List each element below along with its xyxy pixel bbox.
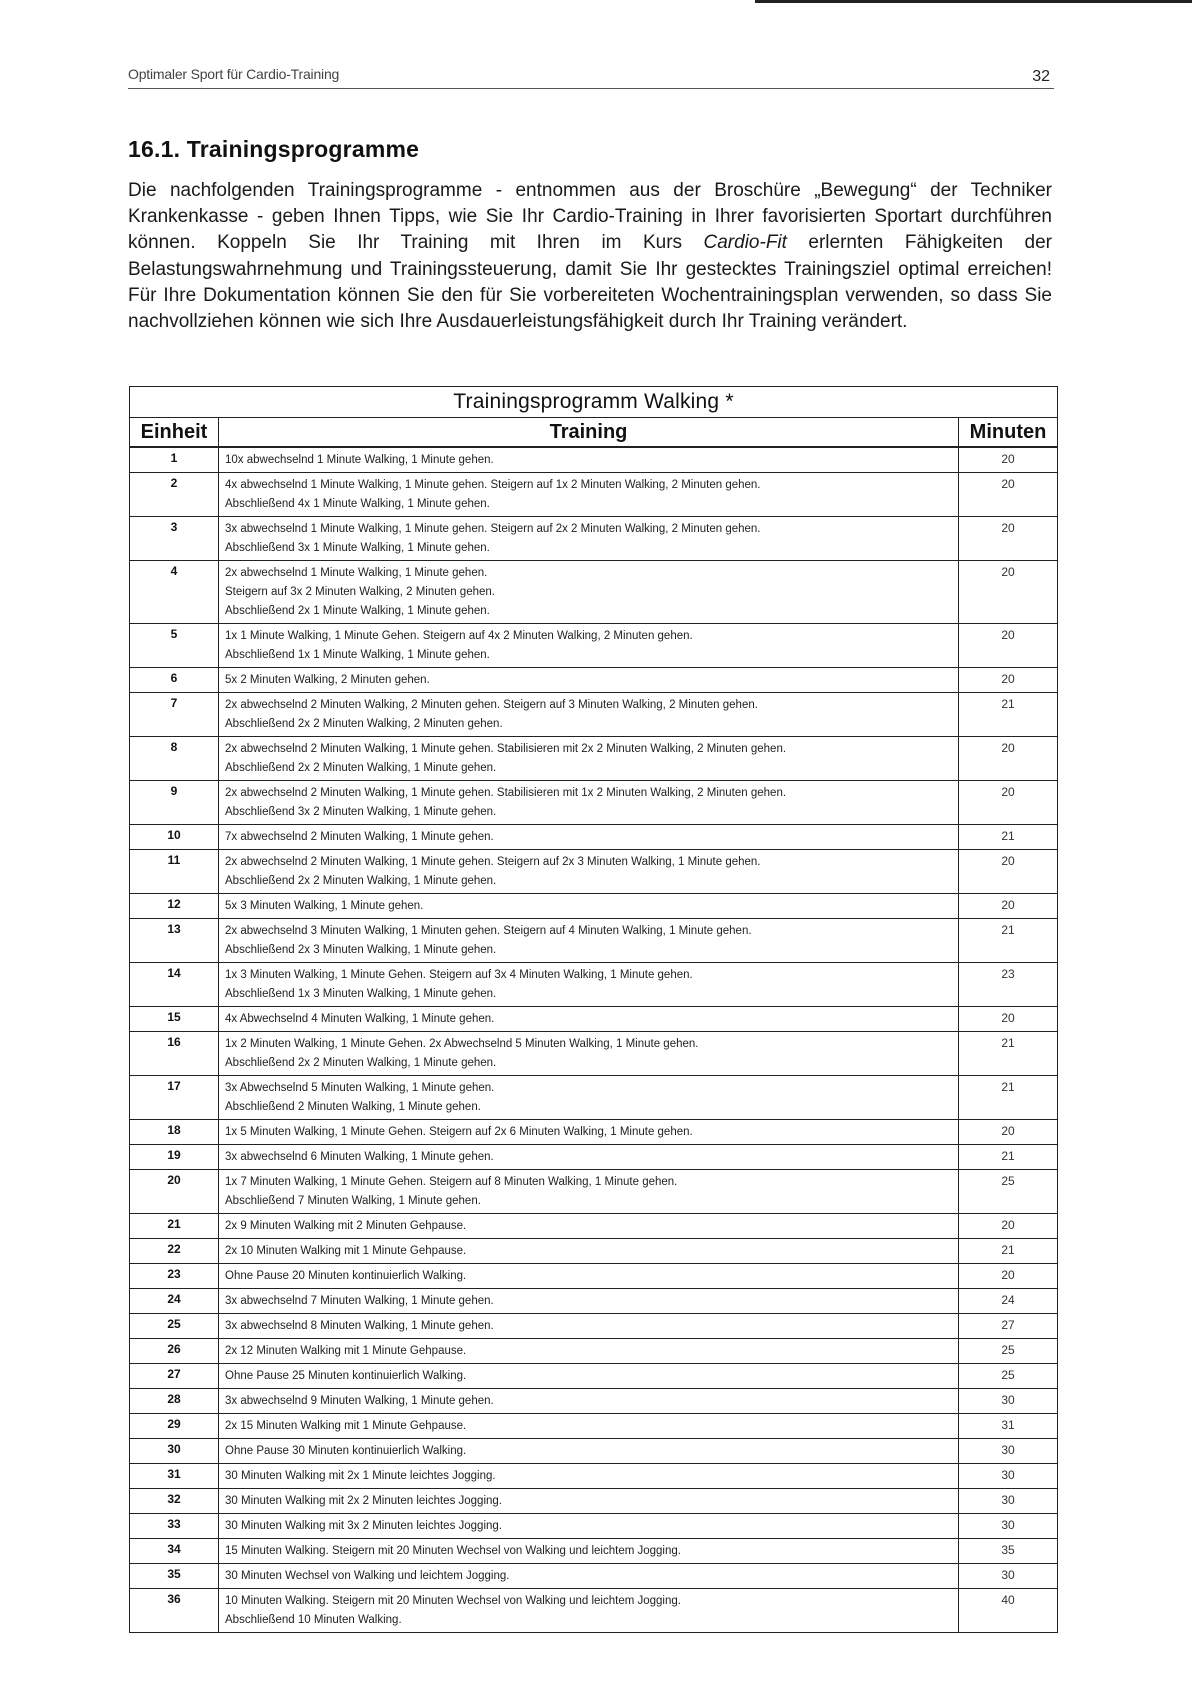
intro-paragraph bbox=[128, 178, 1052, 335]
training-description: 3x abwechselnd 1 Minute Walking, 1 Minute gehen. Steigern auf 2x 2 Minuten Walking, 2 Minuten gehen. Abschließend 3x 1 Minute Walking, 1 Minute gehen. bbox=[219, 517, 959, 561]
training-description: Ohne Pause 25 Minuten kontinuierlich Walking. bbox=[219, 1364, 959, 1389]
duration-minutes: 30 bbox=[959, 1389, 1058, 1414]
table-row bbox=[130, 850, 1058, 894]
table-body bbox=[130, 447, 1058, 1633]
duration-minutes: 25 bbox=[959, 1364, 1058, 1389]
unit-number: 34 bbox=[130, 1539, 219, 1564]
unit-number: 12 bbox=[130, 894, 219, 919]
duration-minutes: 20 bbox=[959, 668, 1058, 693]
unit-number: 24 bbox=[130, 1289, 219, 1314]
table-row bbox=[130, 1489, 1058, 1514]
unit-number: 23 bbox=[130, 1264, 219, 1289]
unit-number: 5 bbox=[130, 624, 219, 668]
duration-minutes: 30 bbox=[959, 1439, 1058, 1464]
table-row bbox=[130, 1314, 1058, 1339]
table-row bbox=[130, 561, 1058, 624]
table-row bbox=[130, 737, 1058, 781]
table-row bbox=[130, 1170, 1058, 1214]
duration-minutes: 21 bbox=[959, 1032, 1058, 1076]
table-row bbox=[130, 1564, 1058, 1589]
training-description: 1x 2 Minuten Walking, 1 Minute Gehen. 2x Abwechselnd 5 Minuten Walking, 1 Minute gehen. Abschließend 2x 2 Minuten Walking, 1 Minute gehen. bbox=[219, 1032, 959, 1076]
table-row bbox=[130, 1145, 1058, 1170]
duration-minutes: 25 bbox=[959, 1170, 1058, 1214]
training-description: 2x abwechselnd 2 Minuten Walking, 2 Minuten gehen. Steigern auf 3 Minuten Walking, 2 Minuten gehen. Abschließend 2x 2 Minuten Walking, 2 Minuten gehen. bbox=[219, 693, 959, 737]
training-description: 2x 10 Minuten Walking mit 1 Minute Gehpause. bbox=[219, 1239, 959, 1264]
intro-course-name: Cardio-Fit bbox=[703, 232, 787, 254]
duration-minutes: 20 bbox=[959, 624, 1058, 668]
training-description: 3x abwechselnd 9 Minuten Walking, 1 Minute gehen. bbox=[219, 1389, 959, 1414]
unit-number: 31 bbox=[130, 1464, 219, 1489]
table-row bbox=[130, 919, 1058, 963]
unit-number: 35 bbox=[130, 1564, 219, 1589]
scan-edge-line bbox=[755, 0, 1192, 3]
duration-minutes: 21 bbox=[959, 919, 1058, 963]
column-header-einheit: Einheit bbox=[130, 418, 219, 448]
unit-number: 22 bbox=[130, 1239, 219, 1264]
duration-minutes: 40 bbox=[959, 1589, 1058, 1633]
duration-minutes: 35 bbox=[959, 1539, 1058, 1564]
duration-minutes: 25 bbox=[959, 1339, 1058, 1364]
unit-number: 14 bbox=[130, 963, 219, 1007]
table-row bbox=[130, 1439, 1058, 1464]
table-row bbox=[130, 1239, 1058, 1264]
column-header-minuten: Minuten bbox=[959, 418, 1058, 448]
duration-minutes: 30 bbox=[959, 1564, 1058, 1589]
duration-minutes: 20 bbox=[959, 1120, 1058, 1145]
unit-number: 10 bbox=[130, 825, 219, 850]
table-row bbox=[130, 781, 1058, 825]
duration-minutes: 20 bbox=[959, 1264, 1058, 1289]
running-header bbox=[128, 66, 1054, 89]
duration-minutes: 20 bbox=[959, 737, 1058, 781]
unit-number: 19 bbox=[130, 1145, 219, 1170]
training-description: 30 Minuten Walking mit 2x 2 Minuten leichtes Jogging. bbox=[219, 1489, 959, 1514]
training-description: 2x abwechselnd 2 Minuten Walking, 1 Minute gehen. Stabilisieren mit 2x 2 Minuten Walking, 2 Minuten gehen. Abschließend 2x 2 Minuten Walking, 1 Minute gehen. bbox=[219, 737, 959, 781]
table-row bbox=[130, 1264, 1058, 1289]
table-row bbox=[130, 1539, 1058, 1564]
table-row bbox=[130, 624, 1058, 668]
unit-number: 1 bbox=[130, 447, 219, 473]
table-row bbox=[130, 693, 1058, 737]
unit-number: 21 bbox=[130, 1214, 219, 1239]
intro-text-2: erlernten Fähigkeiten der Belastungswahrnehmung und Trainingssteuerung, damit Sie Ihr gestecktes Trainingsziel optimal erreichen! Für Ihre Dokumentation können Sie den für Sie vorbereiteten Wochentrainingsplan verwenden, so dass Sie nachvollziehen können wie sich Ihre Ausdauerleistungsfähigkeit durch Ihr Training verändert. bbox=[128, 232, 1052, 333]
training-description: 7x abwechselnd 2 Minuten Walking, 1 Minute gehen. bbox=[219, 825, 959, 850]
unit-number: 8 bbox=[130, 737, 219, 781]
table-row bbox=[130, 1514, 1058, 1539]
unit-number: 33 bbox=[130, 1514, 219, 1539]
unit-number: 26 bbox=[130, 1339, 219, 1364]
duration-minutes: 20 bbox=[959, 781, 1058, 825]
training-description: 1x 7 Minuten Walking, 1 Minute Gehen. Steigern auf 8 Minuten Walking, 1 Minute gehen. Abschließend 7 Minuten Walking, 1 Minute gehen. bbox=[219, 1170, 959, 1214]
unit-number: 28 bbox=[130, 1389, 219, 1414]
unit-number: 7 bbox=[130, 693, 219, 737]
training-description: 10 Minuten Walking. Steigern mit 20 Minuten Wechsel von Walking und leichtem Jogging. Abschließend 10 Minuten Walking. bbox=[219, 1589, 959, 1633]
duration-minutes: 20 bbox=[959, 850, 1058, 894]
unit-number: 27 bbox=[130, 1364, 219, 1389]
unit-number: 2 bbox=[130, 473, 219, 517]
table-row bbox=[130, 1339, 1058, 1364]
unit-number: 3 bbox=[130, 517, 219, 561]
training-description: 1x 3 Minuten Walking, 1 Minute Gehen. Steigern auf 3x 4 Minuten Walking, 1 Minute gehen. Abschließend 1x 3 Minuten Walking, 1 Minute gehen. bbox=[219, 963, 959, 1007]
duration-minutes: 20 bbox=[959, 1007, 1058, 1032]
unit-number: 6 bbox=[130, 668, 219, 693]
table-row bbox=[130, 825, 1058, 850]
unit-number: 25 bbox=[130, 1314, 219, 1339]
duration-minutes: 21 bbox=[959, 1145, 1058, 1170]
unit-number: 4 bbox=[130, 561, 219, 624]
table-row bbox=[130, 1007, 1058, 1032]
training-description: 2x 15 Minuten Walking mit 1 Minute Gehpause. bbox=[219, 1414, 959, 1439]
duration-minutes: 21 bbox=[959, 1239, 1058, 1264]
table-row bbox=[130, 1464, 1058, 1489]
duration-minutes: 30 bbox=[959, 1464, 1058, 1489]
page-number: 32 bbox=[1032, 68, 1050, 85]
training-description: Ohne Pause 30 Minuten kontinuierlich Walking. bbox=[219, 1439, 959, 1464]
training-description: 2x abwechselnd 2 Minuten Walking, 1 Minute gehen. Steigern auf 2x 3 Minuten Walking, 1 Minute gehen. Abschließend 2x 2 Minuten Walking, 1 Minute gehen. bbox=[219, 850, 959, 894]
intro-text-1: Die nachfolgenden Trainingsprogramme - entnommen aus der Broschüre „Bewegung“ der Techniker Krankenkasse - geben Ihnen Tipps, wie Sie Ihr Cardio-Training in Ihrer favorisierten Sportart durchführen können. Koppeln Sie Ihr Training mit Ihren im Kurs bbox=[128, 180, 1052, 254]
duration-minutes: 27 bbox=[959, 1314, 1058, 1339]
training-table bbox=[129, 386, 1058, 1633]
table-row bbox=[130, 963, 1058, 1007]
unit-number: 16 bbox=[130, 1032, 219, 1076]
duration-minutes: 21 bbox=[959, 693, 1058, 737]
training-description: 5x 3 Minuten Walking, 1 Minute gehen. bbox=[219, 894, 959, 919]
training-description: 30 Minuten Walking mit 3x 2 Minuten leichtes Jogging. bbox=[219, 1514, 959, 1539]
training-description: 2x 12 Minuten Walking mit 1 Minute Gehpause. bbox=[219, 1339, 959, 1364]
unit-number: 36 bbox=[130, 1589, 219, 1633]
table-row bbox=[130, 447, 1058, 473]
duration-minutes: 31 bbox=[959, 1414, 1058, 1439]
table-row bbox=[130, 1120, 1058, 1145]
training-description: 2x 9 Minuten Walking mit 2 Minuten Gehpause. bbox=[219, 1214, 959, 1239]
unit-number: 17 bbox=[130, 1076, 219, 1120]
training-description: 1x 1 Minute Walking, 1 Minute Gehen. Steigern auf 4x 2 Minuten Walking, 2 Minuten gehen. Abschließend 1x 1 Minute Walking, 1 Minute gehen. bbox=[219, 624, 959, 668]
training-description: 30 Minuten Wechsel von Walking und leichtem Jogging. bbox=[219, 1564, 959, 1589]
unit-number: 30 bbox=[130, 1439, 219, 1464]
unit-number: 18 bbox=[130, 1120, 219, 1145]
duration-minutes: 21 bbox=[959, 1076, 1058, 1120]
table-row bbox=[130, 1214, 1058, 1239]
training-description: 3x abwechselnd 6 Minuten Walking, 1 Minute gehen. bbox=[219, 1145, 959, 1170]
running-title: Optimaler Sport für Cardio-Training bbox=[128, 66, 340, 82]
unit-number: 11 bbox=[130, 850, 219, 894]
duration-minutes: 30 bbox=[959, 1514, 1058, 1539]
table-row bbox=[130, 1589, 1058, 1633]
unit-number: 9 bbox=[130, 781, 219, 825]
training-description: 10x abwechselnd 1 Minute Walking, 1 Minute gehen. bbox=[219, 447, 959, 473]
unit-number: 13 bbox=[130, 919, 219, 963]
table-row bbox=[130, 1364, 1058, 1389]
training-description: 3x abwechselnd 8 Minuten Walking, 1 Minute gehen. bbox=[219, 1314, 959, 1339]
section-title: 16.1. Trainingsprogramme bbox=[128, 136, 420, 162]
training-description: 15 Minuten Walking. Steigern mit 20 Minuten Wechsel von Walking und leichtem Jogging. bbox=[219, 1539, 959, 1564]
duration-minutes: 23 bbox=[959, 963, 1058, 1007]
table-row bbox=[130, 1032, 1058, 1076]
column-header-training: Training bbox=[219, 418, 959, 448]
duration-minutes: 20 bbox=[959, 517, 1058, 561]
training-description: 3x abwechselnd 7 Minuten Walking, 1 Minute gehen. bbox=[219, 1289, 959, 1314]
table-row bbox=[130, 1389, 1058, 1414]
table-row bbox=[130, 894, 1058, 919]
duration-minutes: 20 bbox=[959, 561, 1058, 624]
duration-minutes: 20 bbox=[959, 447, 1058, 473]
duration-minutes: 30 bbox=[959, 1489, 1058, 1514]
table-row bbox=[130, 668, 1058, 693]
duration-minutes: 21 bbox=[959, 825, 1058, 850]
unit-number: 29 bbox=[130, 1414, 219, 1439]
training-description: 1x 5 Minuten Walking, 1 Minute Gehen. Steigern auf 2x 6 Minuten Walking, 1 Minute gehen. bbox=[219, 1120, 959, 1145]
duration-minutes: 20 bbox=[959, 1214, 1058, 1239]
training-description: 2x abwechselnd 2 Minuten Walking, 1 Minute gehen. Stabilisieren mit 1x 2 Minuten Walking, 2 Minuten gehen. Abschließend 3x 2 Minuten Walking, 1 Minute gehen. bbox=[219, 781, 959, 825]
table-row bbox=[130, 1414, 1058, 1439]
unit-number: 20 bbox=[130, 1170, 219, 1214]
training-description: 4x Abwechselnd 4 Minuten Walking, 1 Minute gehen. bbox=[219, 1007, 959, 1032]
duration-minutes: 20 bbox=[959, 473, 1058, 517]
training-description: 3x Abwechselnd 5 Minuten Walking, 1 Minute gehen. Abschließend 2 Minuten Walking, 1 Minute gehen. bbox=[219, 1076, 959, 1120]
duration-minutes: 20 bbox=[959, 894, 1058, 919]
training-description: 2x abwechselnd 1 Minute Walking, 1 Minute gehen. Steigern auf 3x 2 Minuten Walking, 2 Minuten gehen. Abschließend 2x 1 Minute Walking, 1 Minute gehen. bbox=[219, 561, 959, 624]
table-row bbox=[130, 473, 1058, 517]
table-caption: Trainingsprogramm Walking * bbox=[130, 387, 1058, 418]
training-description: 5x 2 Minuten Walking, 2 Minuten gehen. bbox=[219, 668, 959, 693]
training-description: 4x abwechselnd 1 Minute Walking, 1 Minute gehen. Steigern auf 1x 2 Minuten Walking, 2 Minuten gehen. Abschließend 4x 1 Minute Walking, 1 Minute gehen. bbox=[219, 473, 959, 517]
table-row bbox=[130, 517, 1058, 561]
table-row bbox=[130, 1076, 1058, 1120]
duration-minutes: 24 bbox=[959, 1289, 1058, 1314]
unit-number: 32 bbox=[130, 1489, 219, 1514]
training-description: Ohne Pause 20 Minuten kontinuierlich Walking. bbox=[219, 1264, 959, 1289]
training-description: 30 Minuten Walking mit 2x 1 Minute leichtes Jogging. bbox=[219, 1464, 959, 1489]
table-row bbox=[130, 1289, 1058, 1314]
unit-number: 15 bbox=[130, 1007, 219, 1032]
training-description: 2x abwechselnd 3 Minuten Walking, 1 Minuten gehen. Steigern auf 4 Minuten Walking, 1 Minute gehen. Abschließend 2x 3 Minuten Walking, 1 Minute gehen. bbox=[219, 919, 959, 963]
